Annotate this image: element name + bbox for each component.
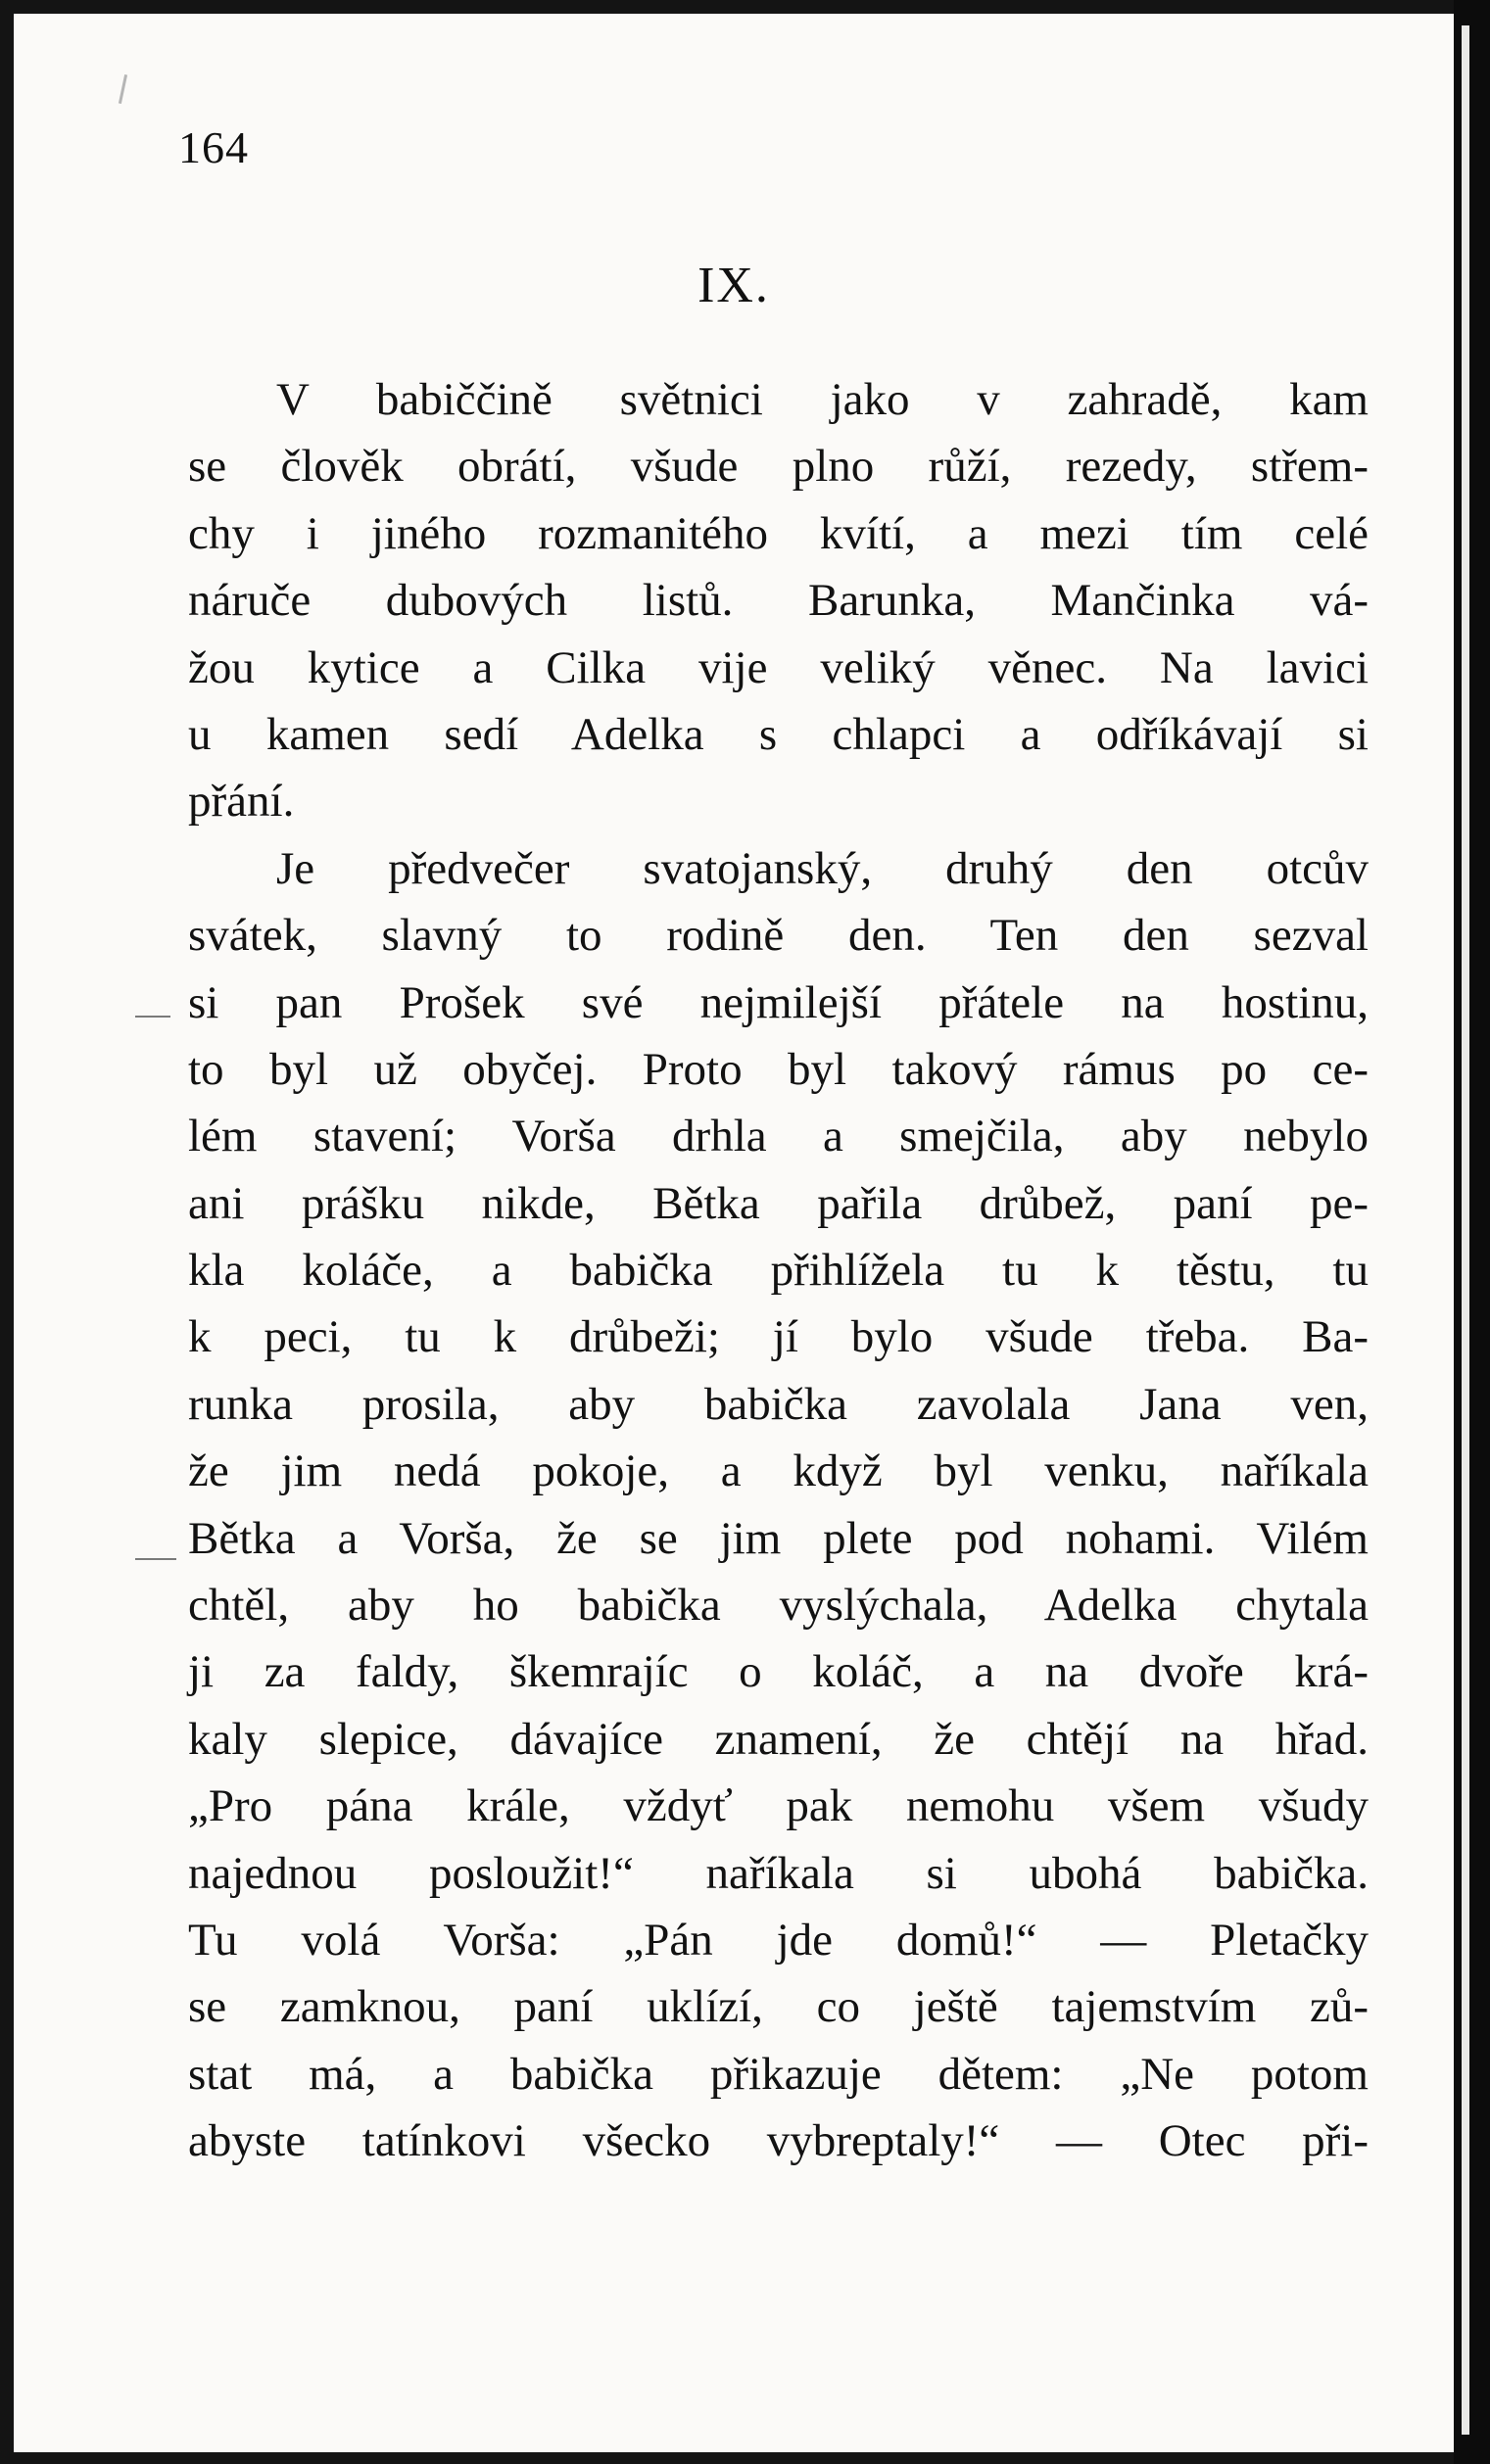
text-line: kaly slepice, dávajíce znamení, že chtějí na hřad. — [188, 1713, 1369, 1765]
text-line: se člověk obrátí, všude plno růží, rezedy, střem- — [188, 441, 1369, 493]
text-line: ji za faldy, škemrajíc o koláč, a na dvoře krá- — [188, 1646, 1369, 1698]
text-line: Tu volá Vorša: „Pán jde domů!“ — Pletačky — [188, 1914, 1369, 1966]
text-line: přání. — [188, 776, 295, 828]
text-line: najednou posloužit!“ naříkala si ubohá babička. — [188, 1847, 1369, 1899]
page-number: 164 — [178, 122, 249, 172]
text-line: to byl už obyčej. Proto byl takový rámus po ce- — [188, 1043, 1369, 1095]
text-line: se zamknou, paní uklízí, co ještě tajemstvím zů- — [188, 1981, 1369, 2033]
page-edge-strip — [1462, 25, 1469, 2435]
text-line: chy i jiného rozmanitého kvítí, a mezi tím celé — [188, 507, 1369, 559]
text-line: ani prášku nikde, Bětka pařila drůbež, paní pe- — [188, 1177, 1369, 1229]
book-page — [14, 14, 1454, 2452]
text-line: u kamen sedí Adelka s chlapci a odříkávají si — [188, 708, 1369, 760]
text-line: že jim nedá pokoje, a když byl venku, naříkala — [188, 1445, 1369, 1497]
text-line: kla koláče, a babička přihlížela tu k těstu, tu — [188, 1245, 1369, 1297]
text-line: V babiččině světnici jako v zahradě, kam — [276, 374, 1369, 425]
text-line: náruče dubových listů. Barunka, Mančinka vá- — [188, 575, 1369, 627]
text-line: „Pro pána krále, vždyť pak nemohu všem všudy — [188, 1780, 1369, 1832]
margin-dash — [135, 1016, 170, 1018]
text-line: Je předvečer svatojanský, druhý den otcův — [276, 842, 1369, 894]
text-line: lém stavení; Vorša drhla a smejčila, aby nebylo — [188, 1111, 1369, 1162]
text-line: žou kytice a Cilka vije veliký věnec. Na lavici — [188, 641, 1369, 693]
body-text — [188, 366, 1369, 2175]
text-line: abyste tatínkovi všecko vybreptaly!“ — Otec při- — [188, 2115, 1369, 2167]
text-line: runka prosila, aby babička zavolala Jana ven, — [188, 1378, 1369, 1430]
pencil-mark — [119, 74, 127, 104]
chapter-title: IX. — [697, 258, 770, 313]
text-line: stat má, a babička přikazuje dětem: „Ne potom — [188, 2048, 1369, 2100]
text-line: svátek, slavný to rodině den. Ten den sezval — [188, 910, 1369, 962]
margin-dash — [135, 1558, 176, 1560]
text-line: chtěl, aby ho babička vyslýchala, Adelka chytala — [188, 1580, 1369, 1632]
scan-border — [1454, 0, 1490, 2464]
text-line: si pan Prošek své nejmilejší přátele na hostinu, — [188, 976, 1369, 1028]
text-line: k peci, tu k drůbeži; jí bylo všude třeba. Ba- — [188, 1311, 1369, 1363]
text-line: Bětka a Vorša, že se jim plete pod nohami. Vilém — [188, 1512, 1369, 1564]
